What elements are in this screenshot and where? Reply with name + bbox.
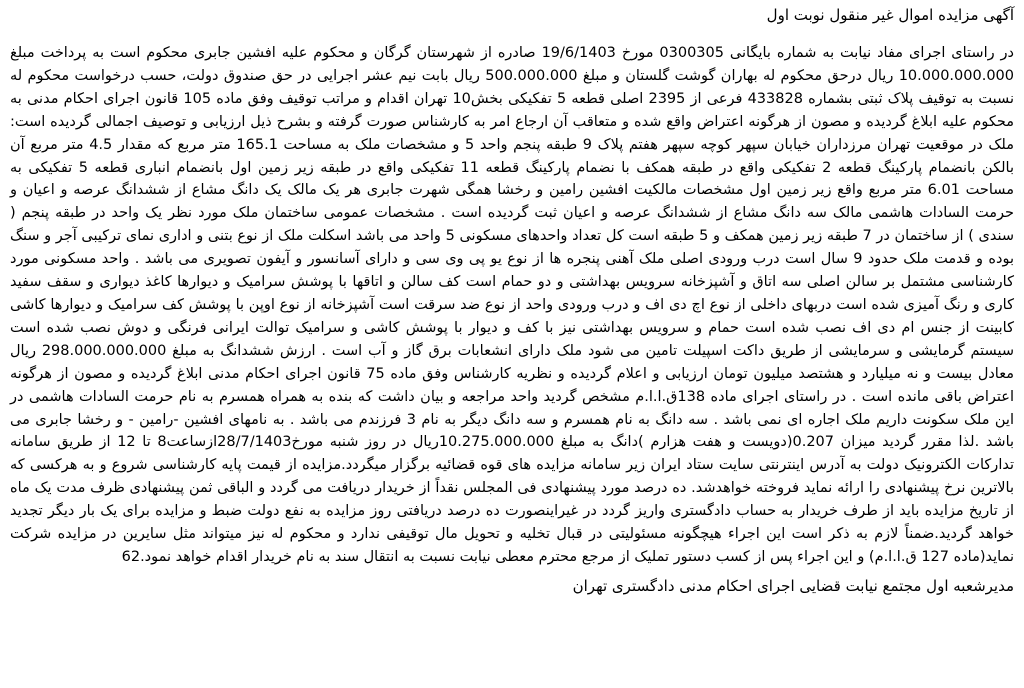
auction-notice (10, 4, 1014, 597)
notice-title: آگهی مزایده اموال غیر منقول نوبت اول (766, 6, 1014, 24)
notice-signature: مدیرشعبه اول مجتمع نیابت قضایی اجرای احکام مدنی دادگستری تهران (572, 576, 1014, 595)
notice-body: در راستای اجرای مفاد نیابت به شماره بایگانی 0300305 مورخ 19/6/1403 صادره از شهرستان گرگان و محکوم علیه افشین جابری محکوم است به پرداخت مبلغ 10.000.000.000 ریال درحق محکوم له بهاران گوشت گلستان و مبلغ 500.000.000 ریال بابت نیم عشر اجرایی در حق صندوق دولت، حسب درخواست محکوم له نسبت به توقیف پلاک ثبتی بشماره 433828 فرعی از 2395 اصلی قطعه 5 تفکیکی بخش10 تهران اقدام و مراتب توقیف وفق ماده 105 قانون اجرای احکام مدنی به محکوم علیه ابلاغ گردیده و مصون از هرگونه اعتراض واقع شده و متعاقب آن ارجاع امر به کارشناس صورت گرفته و بشرح ذیل ارزیابی و توصیف اجمالی گردیده است: ملک در موقعیت تهران مرزداران خیابان سپهر کوچه سپهر هفتم پلاک 9 طبقه پنجم واحد 5 و مشخصات ملک به مساحت 165.1 متر مربع که مقدار 4.5 متر مربع آن بالکن بانضمام پارکینگ قطعه 2 تفکیکی واقع در طبقه همکف با نضمام پارکینگ قطعه 11 تفکیکی واقع در طبقه زیر زمین اول بانضمام انباری قطعه 5 تفکیکی به مساحت 6.01 متر مربع واقع زیر زمین اول مشخصات مالکیت افشین رامین و رخشا همگی شهرت جابری هر یک مالک یک دانگ مشاع از ششدانگ عرصه و اعیان و حرمت السادات هاشمی مالک سه دانگ مشاع از ششدانگ عرصه و اعیان ثبت گردیده است . مشخصات عمومی ساختمان ملک مورد نظر یک واحد در طبقه پنجم ( سندی ) از ساختمان در 7 طبقه زیر زمین همکف و 5 طبقه است کل تعداد واحدهای مسکونی 5 واحد می باشد اسکلت ملک از نوع بتنی و اداری نمای ترکیبی آجر و سنگ بوده و قدمت ملک حدود 9 سال است درب ورودی اصلی ملک آهنی پنجره ها از نوع یو پی وی سی و دارای آسانسور و آیفون تصویری می باشد . واحد مسکونی مورد کارشناسی مشتمل بر سالن اصلی سه اتاق و آشپزخانه سرویس بهداشتی و دو حمام است کف سالن و اتاقها با پوشش سرامیک و دیوارها کاغذ دیواری و سقف سفید کاری و رنگ آمیزی شده است دربهای داخلی از نوع اچ دی اف و درب ورودی واحد از نوع ضد سرقت است آشپزخانه از نوع اوپن با پوشش کف سرامیک و دیوارها کاشی کابینت از جنس ام دی اف نصب شده است حمام و سرویس بهداشتی نیز با کف و دیوار با پوشش کاشی و سرامیک توالت ایرانی فرنگی و دوش نصب شده است سیستم گرمایشی و سرمایشی از طریق داکت اسپیلت تامین می شود ملک دارای انشعابات برق گاز و آب است . ارزش ششدانگ به مبلغ 298.000.000.000 ریال معادل بیست و نه میلیارد و هشتصد میلیون تومان ارزیابی و اعلام گردیده و نظریه کارشناس وفق ماده 75 قانون اجرای احکام مدنی ابلاغ گردیده و مصون از هرگونه اعتراض باقی مانده است . در راستای اجرای ماده 138ق.ا.ا.م مشخص گردید واحد مراجعه و بیان داشت که بنده به همراه همسرم به نام حرمت السادات هاشمی در این ملک سکونت داریم ملک اجاره ای نمی باشد . سه دانگ به نام همسرم و سه دانگ دیگر به نام 3 فرزندم می باشد . به نامهای افشین -رامین - و رخشا جابری می باشد .لذا مقرر گردید میزان 0.207(دویست و هفت هزارم )دانگ به مبلغ 10.275.000.000ریال در روز شنبه مورخ28/7/1403ازساعت8 تا 12 از طریق سامانه تدارکات الکترونیک دولت به آدرس اینترنتی سایت ستاد ایران زیر سامانه مزایده های قوه قضائیه برگزار میگردد.مزایده از قیمت پایه کارشناسی شروع و به هرکسی که بالاترین نرخ پیشنهادی را ارائه نماید فروخته خواهدشد. ده درصد مورد پیشنهادی فی المجلس نقداً از خریدار دریافت می گردد و الباقی ثمن پیشنهادی ظرف مدت یک ماه از تاریخ مزایده باید از طرف خریدار به حساب دادگستری واریز گردد در غیراینصورت ده درصد دریافتی روز مزایده به نفع دولت ضبط و مزایده برای یک بار دیگر تجدید خواهد گردید.ضمناً لازم به ذکر است این اجراء هیچگونه مسئولیتی در قبال تخلیه و تحویل مال توقیفی ندارد و محکوم له نیز میتواند مثل سایرین در مزایده شرکت نماید(ماده 127 ق.ا.ا.م) و این اجراء پس از کسب دستور تملیک از مرجع محترم معطی نیابت نسبت به انتقال سند به نام خریدار اقدام خواهد نمود.62 (10, 45, 1015, 565)
